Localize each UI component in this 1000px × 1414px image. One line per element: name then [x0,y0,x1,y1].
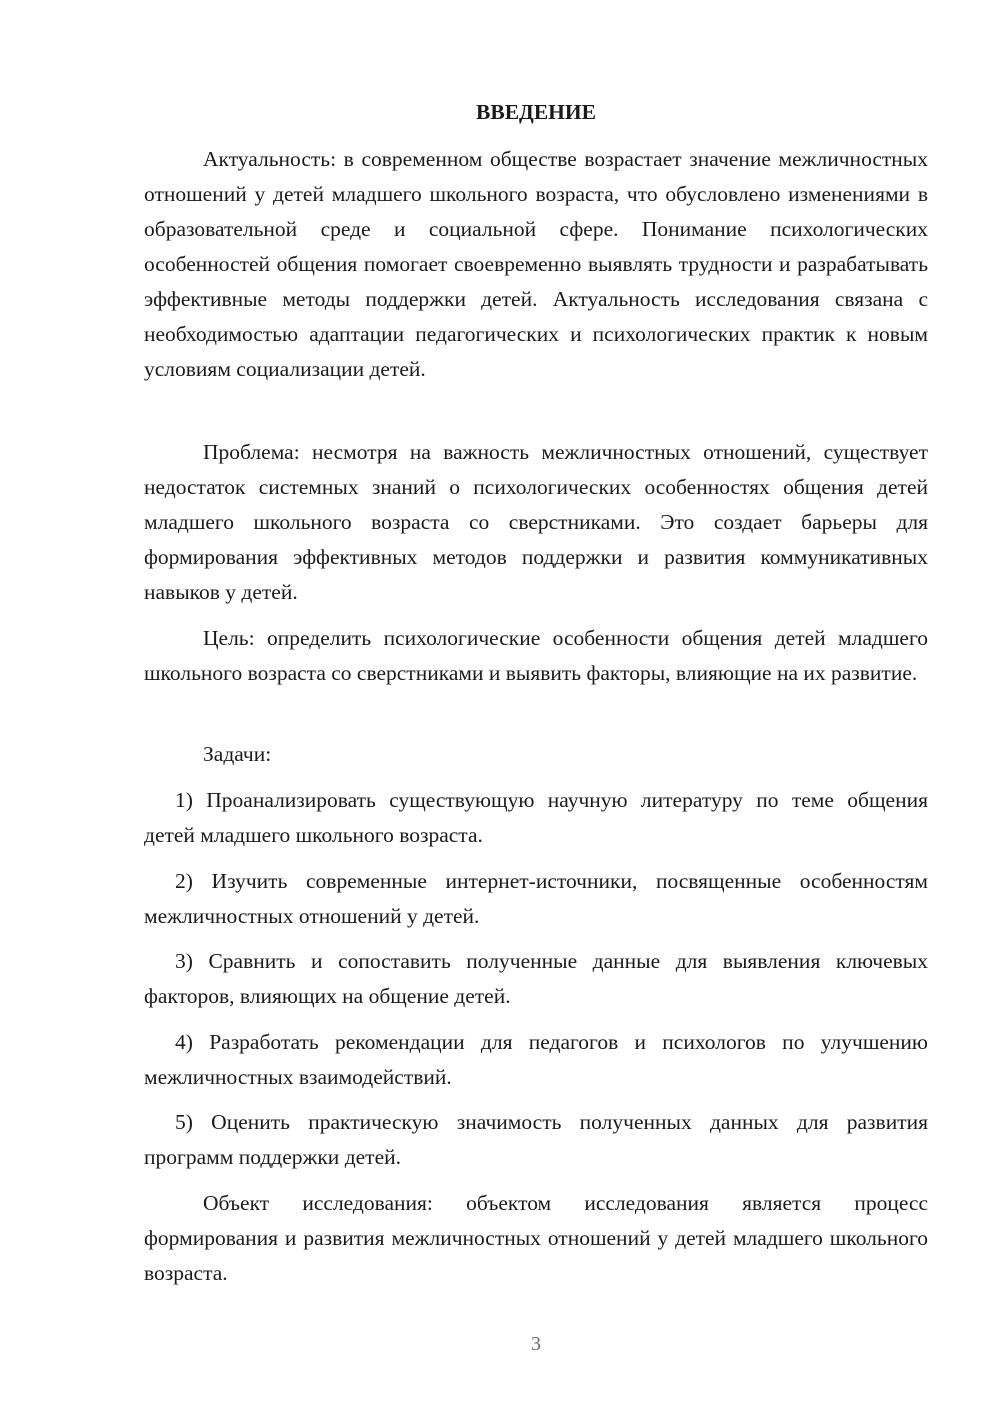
task-item-4: 4) Разработать рекомендации для педагогов и психологов по улучшению межличностных взаимодействий. [144,1030,928,1089]
paragraph-relevance: Актуальность: в современном обществе возрастает значение межличностных отношений у детей младшего школьного возраста, что обусловлено изменениями в образовательной среде и социальной сфере. Понимание психологических особенностей общения помогает своевременно выявлять трудности и разрабатывать эффективные методы поддержки детей. Актуальность исследования связана с необходимостью адаптации педагогических и психологических практик к новым условиям социализации детей. [144,147,928,381]
task-item-3: 3) Сравнить и сопоставить полученные данные для выявления ключевых факторов, влияющих на общение детей. [144,949,928,1008]
task-item-2: 2) Изучить современные интернет-источники, посвященные особенностям межличностных отношений у детей. [144,869,928,928]
paragraph-object: Объект исследования: объектом исследования является процесс формирования и развития межличностных отношений у детей младшего школьного возраста. [144,1191,928,1285]
paragraph-goal: Цель: определить психологические особенности общения детей младшего школьного возраста со сверстниками и выявить факторы, влияющие на их развитие. [144,626,928,685]
paragraph-problem: Проблема: несмотря на важность межличностных отношений, существует недостаток системных знаний о психологических особенностях общения детей младшего школьного возраста со сверстниками. Это создает барьеры для формирования эффективных методов поддержки и развития коммуникативных навыков у детей. [144,440,928,604]
task-item-5: 5) Оценить практическую значимость полученных данных для развития программ поддержки детей. [144,1110,928,1169]
tasks-heading: Задачи: [203,742,272,766]
task-item-1: 1) Проанализировать существующую научную литературу по теме общения детей младшего школьного возраста. [144,788,928,847]
page-number: 3 [531,1333,541,1355]
section-title: ВВЕДЕНИЕ [476,100,596,124]
